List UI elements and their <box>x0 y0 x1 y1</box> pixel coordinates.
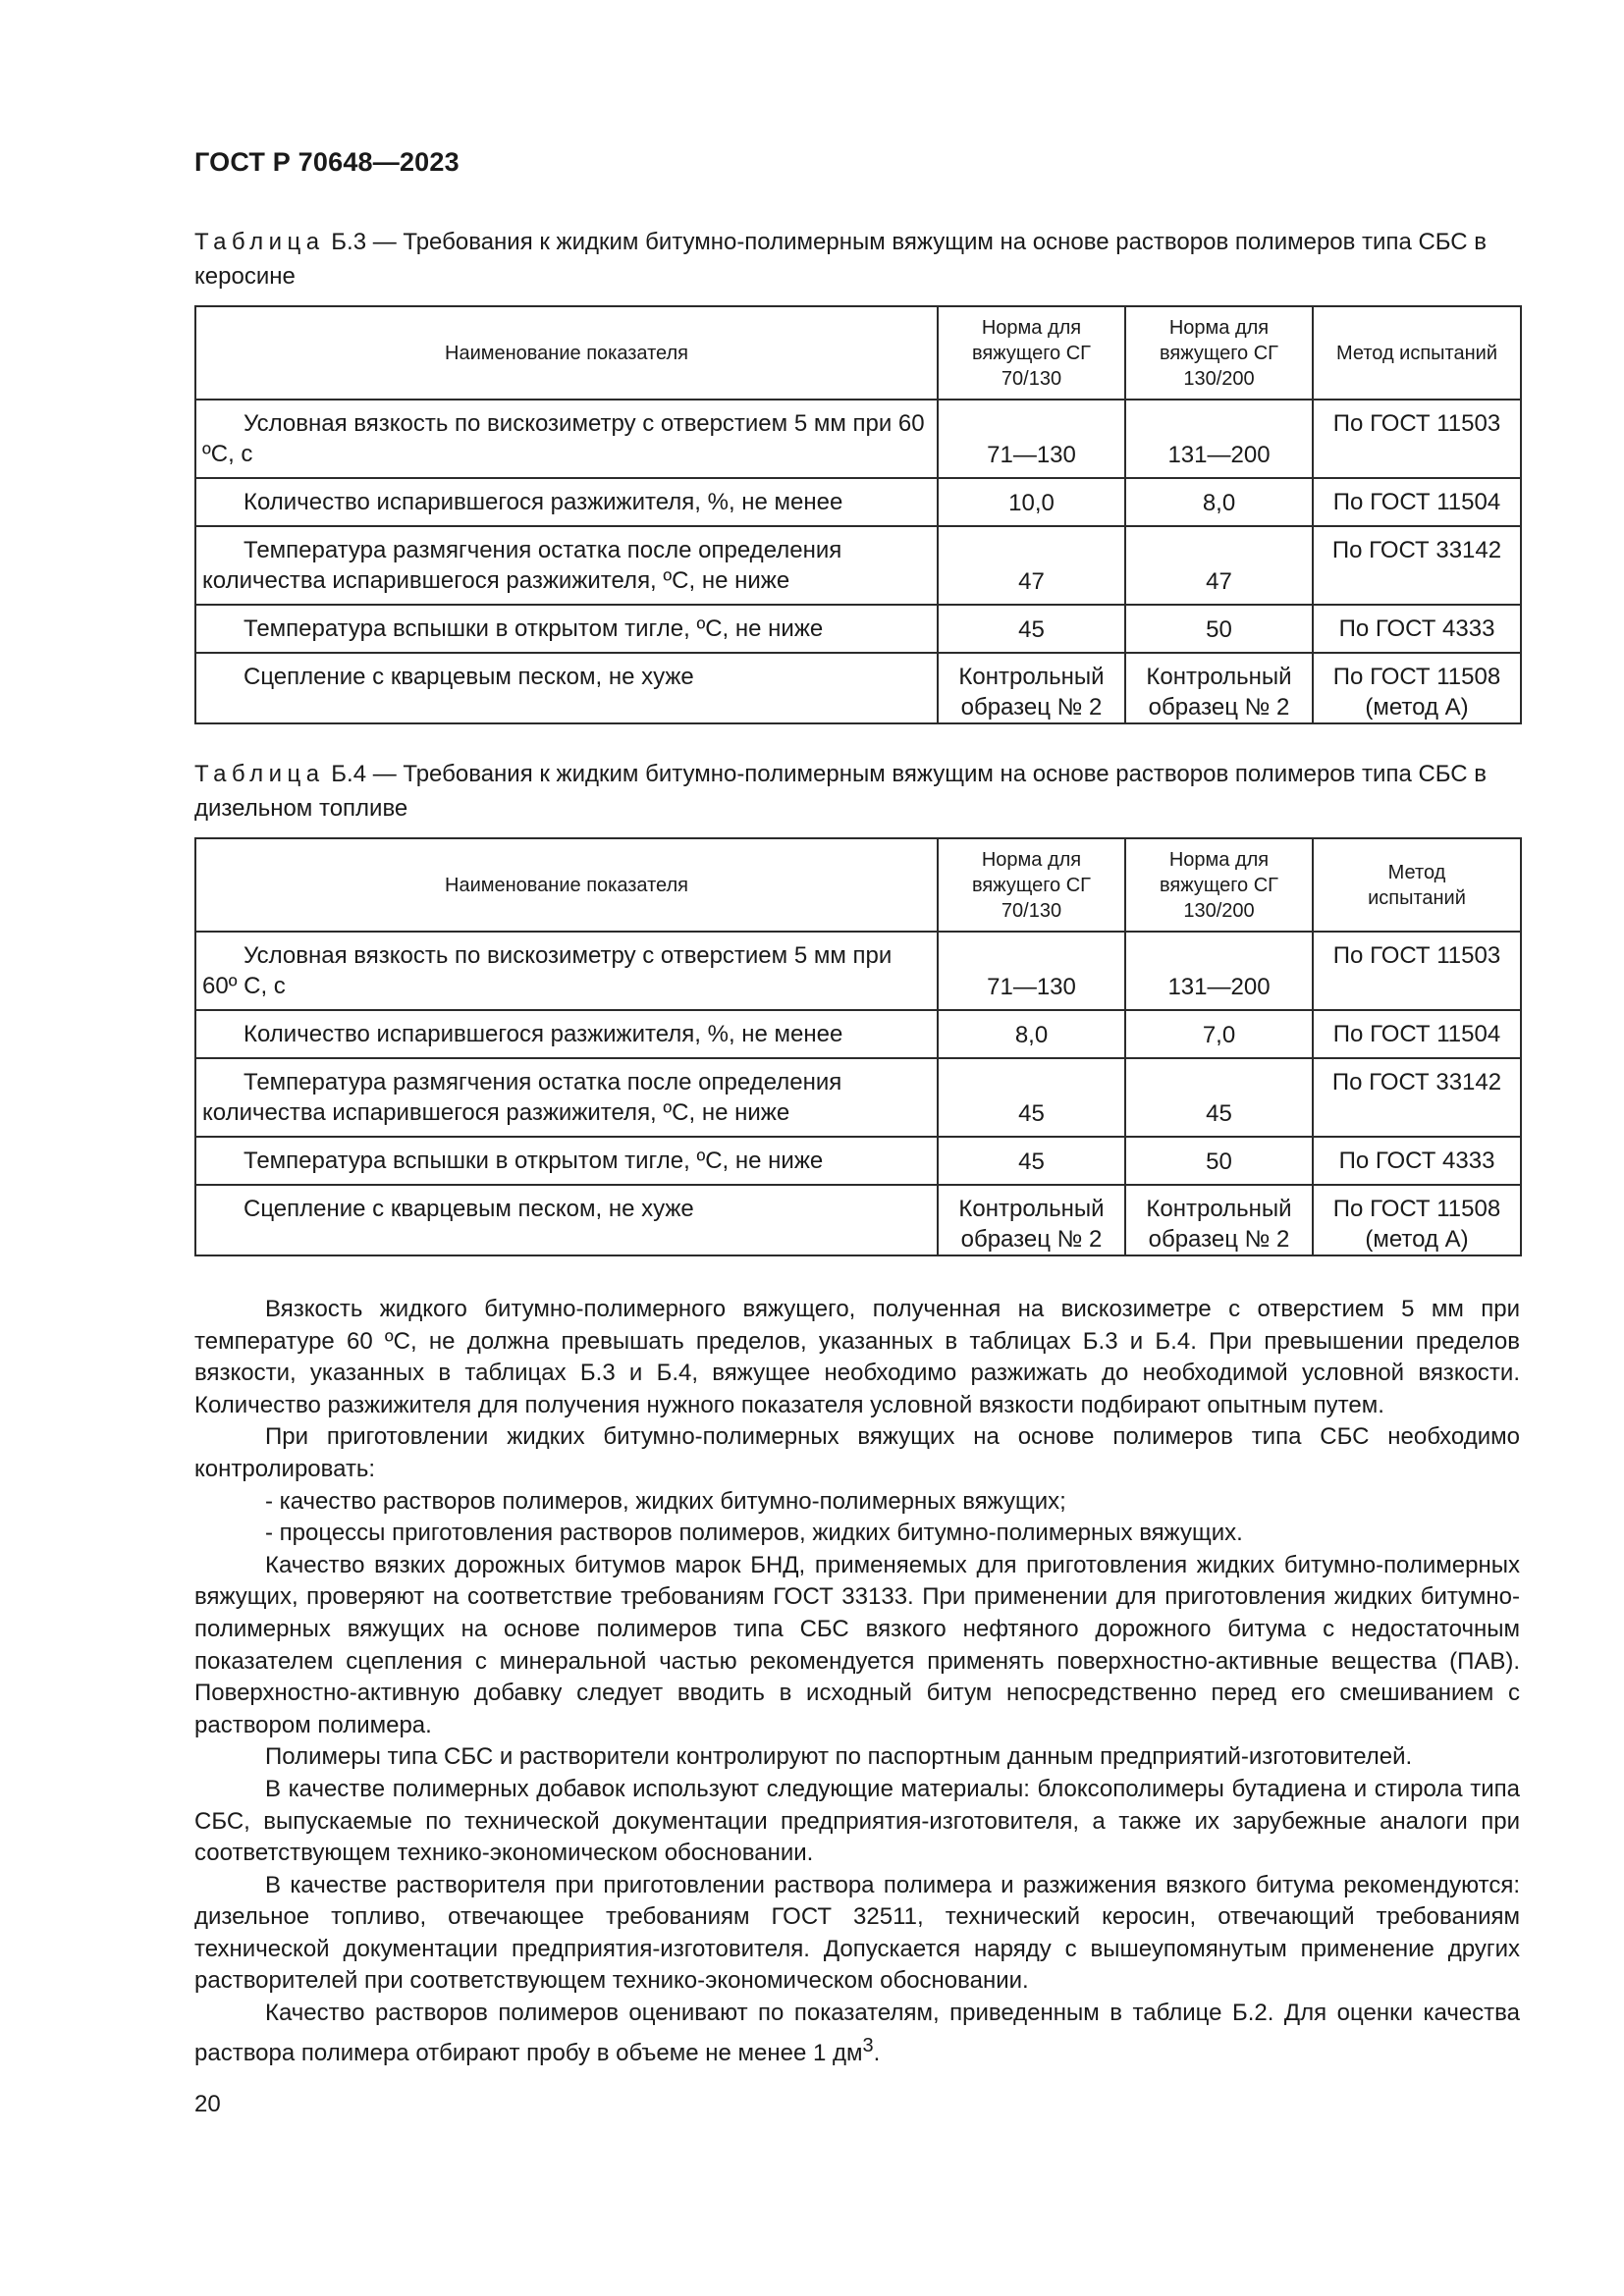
table-row <box>195 1010 1521 1058</box>
table-row <box>195 653 1521 723</box>
page-number: 20 <box>194 2091 221 2117</box>
cell-norm-2: 50 <box>1125 1137 1313 1185</box>
cell-norm-2: 50 <box>1125 605 1313 653</box>
cell-indicator: Сцепление с кварцевым песком, не хуже <box>195 1185 938 1255</box>
cell-norm-2: Контрольный образец № 2 <box>1125 653 1313 723</box>
column-header-method: Метод испытаний <box>1313 306 1521 400</box>
caption-word: Таблица <box>194 761 325 787</box>
cell-method: По ГОСТ 11504 <box>1313 478 1521 526</box>
table-row <box>195 605 1521 653</box>
cell-method: По ГОСТ 11503 <box>1313 400 1521 478</box>
table-row <box>195 526 1521 605</box>
table-row <box>195 400 1521 478</box>
cell-method: По ГОСТ 33142 <box>1313 1058 1521 1137</box>
column-header-norm-130-200: Норма для вяжущего СГ 130/200 <box>1125 306 1313 400</box>
cell-norm-2: 47 <box>1125 526 1313 605</box>
caption-text: Б.3 — Требования к жидким битумно-полимерным вяжущим на основе растворов полимеров типа СБС в керосине <box>194 229 1488 290</box>
cell-indicator: Температура размягчения остатка после определения количества испарившегося разжижителя, ºС, не ниже <box>195 1058 938 1137</box>
table-b3 <box>194 305 1522 724</box>
body-text <box>194 1294 1520 2069</box>
superscript: 3 <box>862 2034 874 2056</box>
paragraph: Полимеры типа СБС и растворители контролируют по паспортным данным предприятий-изготовителей. <box>265 1743 1413 1771</box>
paragraph: Качество растворов полимеров оценивают по показателям, приведенным в таблице Б.2. Для оценки качества раствора полимера отбирают пробу в объеме не менее 1 $дм^3$. <box>194 2000 1520 2066</box>
cell-norm-1: 45 <box>938 1137 1125 1185</box>
paragraph: В качестве растворителя при приготовлении раствора полимера и разжижения вязкого битума рекомендуются: дизельное топливо, отвечающее требованиям ГОСТ 32511, технический керосин, отвечающий требованиям технической документации предприятия-изготовителя. Допускается наряду с вышеупомянутым применение других растворителей при соответствующем технико-экономическом обосновании. <box>194 1871 1520 1995</box>
cell-method: По ГОСТ 11508 (метод А) <box>1313 653 1521 723</box>
cell-indicator: Условная вязкость по вискозиметру с отверстием 5 мм при 60 ºС, с <box>195 400 938 478</box>
table-b4-caption <box>194 757 1520 826</box>
caption-text: Б.4 — Требования к жидким битумно-полимерным вяжущим на основе растворов полимеров типа СБС в дизельном топливе <box>194 761 1488 822</box>
cell-norm-2: 131—200 <box>1125 932 1313 1010</box>
cell-norm-2: Контрольный образец № 2 <box>1125 1185 1313 1255</box>
column-header-method: Метод испытаний <box>1313 838 1521 932</box>
column-header-name: Наименование показателя <box>195 838 938 932</box>
cell-norm-1: 45 <box>938 1058 1125 1137</box>
table-header-row <box>195 306 1521 400</box>
cell-norm-2: 131—200 <box>1125 400 1313 478</box>
paragraph: При приготовлении жидких битумно-полимерных вяжущих на основе полимеров типа СБС необходимо контролировать: <box>194 1423 1520 1482</box>
column-header-name: Наименование показателя <box>195 306 938 400</box>
cell-norm-1: Контрольный образец № 2 <box>938 1185 1125 1255</box>
doc-header: ГОСТ Р 70648—2023 <box>194 147 460 177</box>
caption-word: Таблица <box>194 229 325 255</box>
cell-indicator: Температура размягчения остатка после определения количества испарившегося разжижителя, ºС, не ниже <box>195 526 938 605</box>
cell-indicator: Условная вязкость по вискозиметру с отверстием 5 мм при 60º С, с <box>195 932 938 1010</box>
cell-method: По ГОСТ 33142 <box>1313 526 1521 605</box>
paragraph: В качестве полимерных добавок используют следующие материалы: блоксополимеры бутадиена и стирола типа СБС, выпускаемые по технической документации предприятия-изготовителя, а также их зарубежные аналоги при соответствующем технико-экономическом обосновании. <box>194 1775 1520 1867</box>
table-b4 <box>194 837 1522 1256</box>
paragraph: Качество вязких дорожных битумов марок БНД, применяемых для приготовления жидких битумно-полимерных вяжущих, проверяют на соответствие требованиям ГОСТ 33133. При применении для приготовления жидких битумно-полимерных вяжущих на основе полимеров типа СБС вязкого нефтяного дорожного битума с недостаточным показателем сцепления с минеральной частью рекомендуется применять поверхностно-активные вещества (ПАВ). Поверхностно-активную добавку следует вводить в исходный битум непосредственно перед его смешиванием с раствором полимера. <box>194 1551 1520 1738</box>
table-row <box>195 1058 1521 1137</box>
cell-norm-1: 10,0 <box>938 478 1125 526</box>
cell-norm-1: Контрольный образец № 2 <box>938 653 1125 723</box>
table-row <box>195 478 1521 526</box>
cell-indicator: Сцепление с кварцевым песком, не хуже <box>195 653 938 723</box>
cell-norm-1: 71—130 <box>938 400 1125 478</box>
cell-indicator: Количество испарившегося разжижителя, %, не менее <box>195 478 938 526</box>
column-header-norm-70-130: Норма для вяжущего СГ 70/130 <box>938 838 1125 932</box>
cell-norm-2: 8,0 <box>1125 478 1313 526</box>
table-b3-caption <box>194 225 1520 294</box>
list-item: - качество растворов полимеров, жидких битумно-полимерных вяжущих; <box>265 1487 1066 1515</box>
cell-indicator: Количество испарившегося разжижителя, %, не менее <box>195 1010 938 1058</box>
table-header-row <box>195 838 1521 932</box>
cell-norm-2: 7,0 <box>1125 1010 1313 1058</box>
table-row <box>195 1137 1521 1185</box>
table-row <box>195 1185 1521 1255</box>
cell-norm-2: 45 <box>1125 1058 1313 1137</box>
cell-indicator: Температура вспышки в открытом тигле, ºС, не ниже <box>195 1137 938 1185</box>
cell-method: По ГОСТ 11504 <box>1313 1010 1521 1058</box>
cell-norm-1: 47 <box>938 526 1125 605</box>
column-header-norm-130-200: Норма для вяжущего СГ 130/200 <box>1125 838 1313 932</box>
column-header-norm-70-130: Норма для вяжущего СГ 70/130 <box>938 306 1125 400</box>
paragraph: Вязкость жидкого битумно-полимерного вяжущего, полученная на вискозиметре с отверстием 5 мм при температуре 60 ºС, не должна превышать пределов, указанных в таблицах Б.3 и Б.4. При превышении пределов вязкости, указанных в таблицах Б.3 и Б.4, вяжущее необходимо разжижать до необходимой условной вязкости. Количество разжижителя для получения нужного показателя условной вязкости подбирают опытным путем. <box>194 1296 1520 1418</box>
cell-norm-1: 45 <box>938 605 1125 653</box>
cell-norm-1: 71—130 <box>938 932 1125 1010</box>
table-row <box>195 932 1521 1010</box>
cell-method: По ГОСТ 11503 <box>1313 932 1521 1010</box>
cell-norm-1: 8,0 <box>938 1010 1125 1058</box>
cell-method: По ГОСТ 4333 <box>1313 605 1521 653</box>
cell-method: По ГОСТ 11508 (метод А) <box>1313 1185 1521 1255</box>
cell-indicator: Температура вспышки в открытом тигле, ºС, не ниже <box>195 605 938 653</box>
cell-method: По ГОСТ 4333 <box>1313 1137 1521 1185</box>
list-item: - процессы приготовления растворов полимеров, жидких битумно-полимерных вяжущих. <box>265 1520 1243 1547</box>
